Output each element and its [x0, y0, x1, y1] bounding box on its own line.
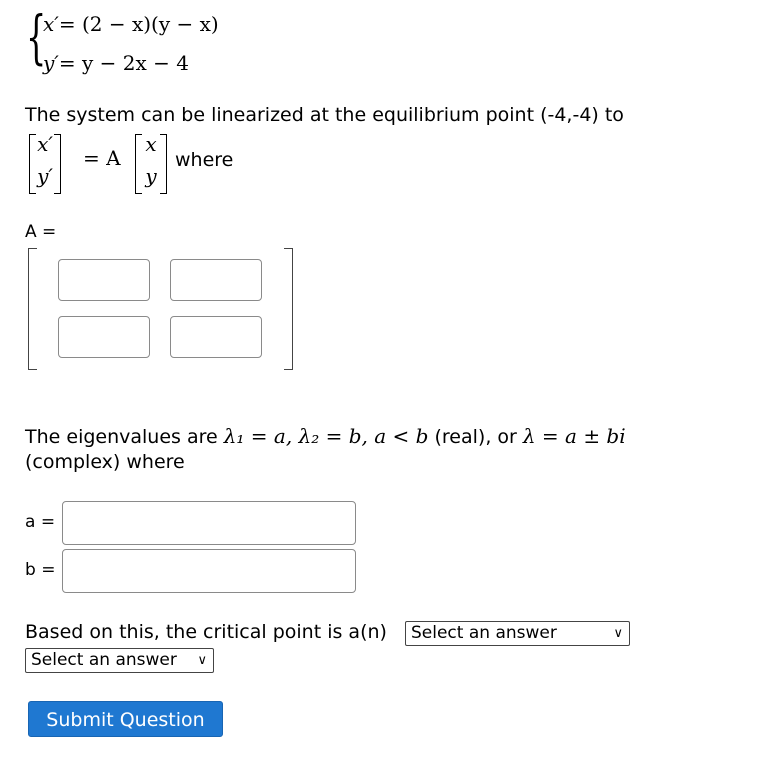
eigen-sentence-line2: (complex) where	[25, 451, 185, 473]
matrix-cell-1-2[interactable]	[170, 259, 262, 301]
eigen-sentence: The eigenvalues are λ₁ = a, λ₂ = b, a < b (real), or λ = a ± bi	[25, 424, 626, 448]
matrix-label: A =	[25, 222, 57, 242]
a-label: a =	[25, 512, 56, 532]
chevron-down-icon: ∨	[613, 626, 623, 641]
equation-1: x′= (2 − x)(y − x)	[43, 12, 219, 36]
a-input[interactable]	[62, 501, 356, 545]
vector-bottom-y: y	[145, 164, 157, 188]
matrix-cell-1-1[interactable]	[58, 259, 150, 301]
matrix-left-bracket	[28, 248, 37, 370]
matrix-cell-2-1[interactable]	[58, 316, 150, 358]
vector-top-x: x	[145, 132, 157, 156]
b-label: b =	[25, 560, 56, 580]
critical-sentence: Based on this, the critical point is a(n)	[25, 621, 387, 643]
critical-type-select-value: Select an answer	[411, 623, 557, 643]
stability-select-value: Select an answer	[31, 650, 177, 670]
vector-bottom-y-prime: y′	[37, 164, 53, 188]
equation-2: y′= y − 2x − 4	[43, 51, 189, 75]
chevron-down-icon: ∨	[197, 653, 207, 668]
system-brace: {	[26, 3, 47, 71]
vector-derivatives	[29, 134, 61, 194]
matrix-cell-2-2[interactable]	[170, 316, 262, 358]
critical-type-select[interactable]	[405, 621, 630, 646]
linearize-sentence: The system can be linearized at the equilibrium point (-4,-4) to	[25, 104, 624, 126]
submit-question-button[interactable]: Submit Question	[28, 701, 223, 737]
b-input[interactable]	[62, 549, 356, 593]
vector-top-x-prime: x′	[37, 132, 53, 156]
where-label: where	[175, 149, 234, 171]
equals-A: = A	[83, 146, 121, 170]
stability-select[interactable]	[25, 648, 214, 673]
vector-state	[135, 134, 167, 194]
matrix-right-bracket	[284, 248, 293, 370]
